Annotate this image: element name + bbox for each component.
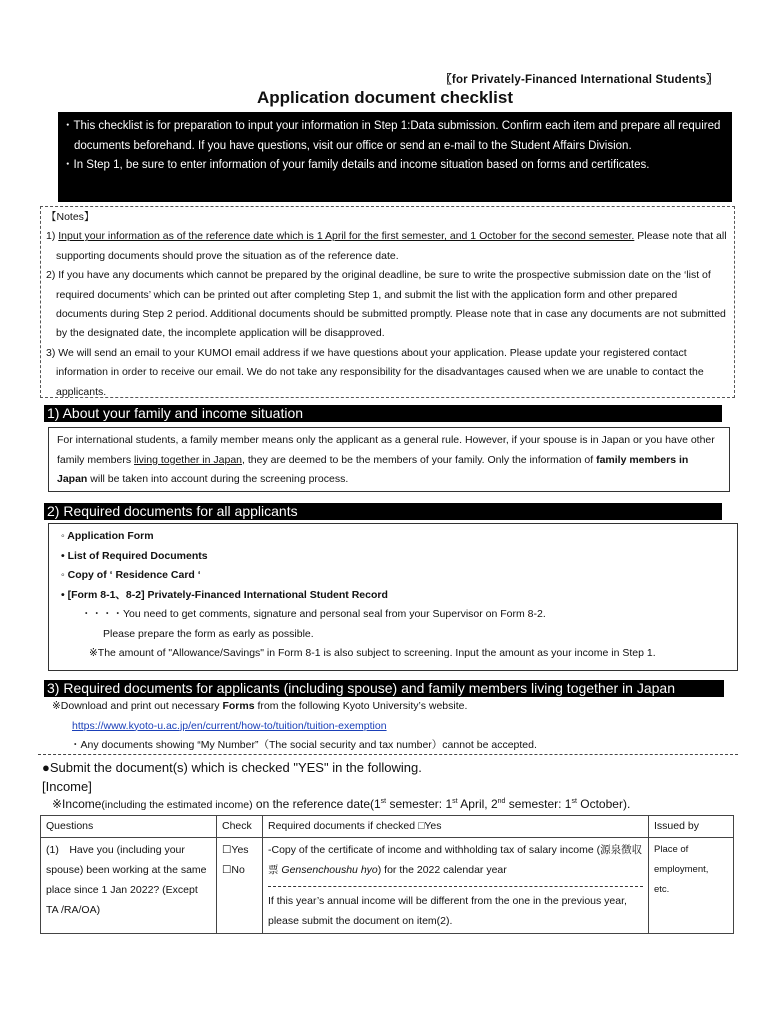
note-1-underlined: Input your information as of the reference date which is 1 April for the first semester, and 1 October for the second semester.	[58, 230, 635, 243]
table-header-row	[41, 816, 734, 838]
section-2-heading: 2) Required documents for all applicants	[44, 503, 722, 520]
section-1-text-b: , they are deemed to be the members of your family. Only the information of	[242, 453, 597, 466]
note-2: 2) If you have any documents which cannot be prepared by the original deadline, be sure to write the prospective submission date on the ‘list of required documents’ which can be printed out after completing Step 1, and submit the list with the application form and other prepared documents during Step 2 period. Additional documents should be submitted promptly. Please note that in case any documents are not submitted by the designated date, the incomplete application will be disapproved.	[46, 269, 726, 340]
no-checkbox[interactable]: ☐No	[222, 864, 245, 876]
sup-3: nd	[497, 798, 506, 805]
income-table	[40, 815, 734, 934]
intro-line-1: ・This checklist is for preparation to input your information in Step 1:Data submission. Confirm each item and prepare all required documents beforehand. If you have questions, visit our office or send an e-mail to the Student Affairs Division.	[62, 120, 721, 152]
section-1-heading: 1) About your family and income situation	[44, 405, 722, 422]
note-1	[46, 227, 730, 266]
sup-2: st	[452, 798, 458, 805]
note-1-rest: Please note that all supporting documents should prove the situation as of the reference date.	[56, 230, 727, 262]
download-note	[52, 697, 752, 717]
doc-item-application-form: ◦ Application Form	[61, 530, 154, 542]
doc-item-residence-card: ◦ Copy of ‘ Residence Card ‘	[61, 569, 201, 581]
check-cell	[217, 838, 263, 934]
income-note-e: semester: 1	[505, 797, 572, 811]
doc-text-a: -Copy of the certificate of income and withholding tax of salary income (源泉徴収票	[268, 844, 643, 876]
issued-by-line-1: Place of	[654, 844, 689, 855]
yes-checkbox[interactable]: ☐Yes	[222, 844, 249, 856]
income-label: [Income]	[42, 779, 92, 794]
section-3-heading: 3) Required documents for applicants (including spouse) and family members living together in Japan	[44, 680, 724, 697]
note-3: 3) We will send an email to your KUMOI email address if we have questions about your application. Please update your registered contact information in order to receive our email. We do not take any responsibility for the disadvantages caused when we are unable to contact the applicants.	[46, 346, 704, 398]
income-reference-note	[52, 797, 630, 811]
tuition-exemption-link[interactable]: https://www.kyoto-u.ac.jp/en/current/how-to/tuition/tuition-exemption	[72, 719, 387, 732]
doc-sub-allowance: ※The amount of "Allowance/Savings" in Form 8-1 is also subject to screening. Input the amount as your income in Step 1.	[89, 647, 656, 659]
notes-heading: 【Notes】	[46, 211, 95, 223]
doc-item-list-of-documents: • List of Required Documents	[61, 549, 208, 562]
download-note-bold: Forms	[222, 700, 255, 712]
doc-sub-prepare: Please prepare the form as early as possible.	[103, 627, 314, 640]
table-row	[41, 838, 734, 934]
income-note-small: (including the estimated income)	[101, 799, 253, 811]
income-note-a: ※Income	[52, 797, 102, 811]
required-doc-note: If this year’s annual income will be different from the one in the previous year, please submit the document on item(2).	[268, 895, 627, 927]
download-note-b: from the following Kyoto University’s website.	[254, 700, 468, 712]
section-1-text-bold: family members in Japan	[57, 453, 689, 485]
intro-line-2: ・In Step 1, be sure to enter information of your family details and income situation based on forms and certificates.	[62, 159, 650, 171]
income-note-c: semester: 1	[386, 797, 453, 811]
income-note-d: April, 2	[457, 797, 498, 811]
section-1-text-c: will be taken into account during the screening process.	[87, 473, 349, 485]
section-3-body	[52, 697, 752, 756]
page-title: Application document checklist	[257, 88, 513, 107]
page-subtitle: 〖for Privately-Financed International Students〗	[440, 74, 718, 86]
cell-divider	[268, 886, 643, 887]
issued-by-line-3: etc.	[654, 884, 670, 895]
doc-text-italic: Gensenchoushu hyo	[281, 864, 378, 876]
header-check: Check	[217, 816, 263, 838]
section-1-box	[48, 427, 730, 492]
issued-by-cell	[649, 838, 734, 934]
sup-1: st	[380, 798, 387, 805]
required-doc-cell	[263, 838, 649, 934]
section-2-box	[48, 523, 738, 671]
my-number-note: ・Any documents showing “My Number”（The social security and tax number）cannot be accepted.	[70, 739, 537, 751]
header-required-docs: Required documents if checked □Yes	[263, 816, 649, 838]
submit-text: ●Submit the document(s) which is checked "YES" in the following.	[42, 760, 422, 775]
submit-instruction	[42, 758, 422, 796]
question-1: (1) Have you (including your spouse) been working at the same place since 1 Jan 2022? (Except TA /RA/OA)	[41, 838, 217, 934]
notes-box	[40, 206, 735, 398]
required-doc-text	[268, 840, 643, 880]
header-questions: Questions	[41, 816, 217, 838]
sup-4: st	[571, 798, 577, 805]
income-note-b: on the reference date(1	[252, 797, 381, 811]
download-note-a: ※Download and print out necessary	[52, 700, 223, 712]
section-1-text-a: For international students, a family member means only the applicant as a general rule. However, if your spouse is in Japan or you have other family members	[57, 434, 715, 466]
doc-item-form-8: • [Form 8-1、8-2] Privately-Financed International Student Record	[61, 588, 388, 601]
header-issued-by: Issued by	[649, 816, 734, 838]
income-note-f: October).	[576, 797, 631, 811]
note-1-number: 1)	[46, 230, 59, 243]
issued-by-line-2: employment,	[654, 864, 709, 875]
doc-text-b: ) for the 2022 calendar year	[377, 864, 507, 876]
intro-box	[58, 112, 732, 202]
section-1-text-underlined: living together in Japan	[134, 453, 243, 466]
divider	[38, 754, 738, 755]
doc-sub-supervisor: ・・・・You need to get comments, signature and personal seal from your Supervisor on Form 8-2.	[81, 608, 546, 620]
